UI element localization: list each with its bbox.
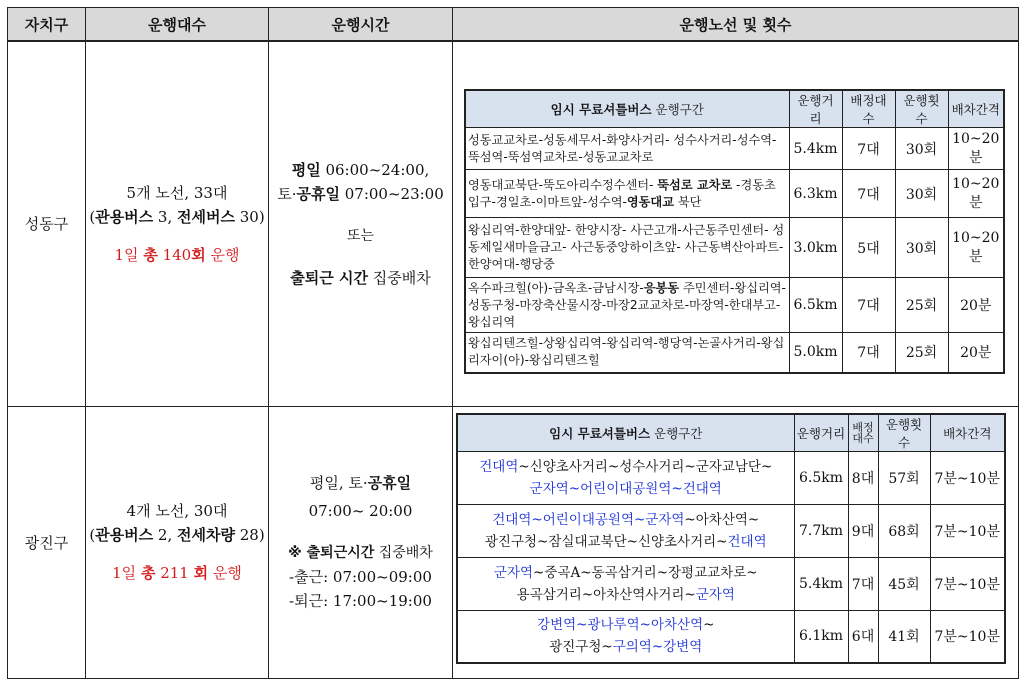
subheader-section: 임시 무료셔틀버스 운행구간: [465, 90, 789, 128]
subheader-distance: 운행거리: [794, 414, 848, 452]
route-vehicle-summary: 4개 노선, 30대: [126, 502, 228, 520]
route-subtable-seongdong: [464, 89, 1005, 374]
route-runs: 45회: [878, 557, 930, 610]
route-vehicles: 8대: [848, 451, 878, 504]
route-distance: 6.5km: [794, 451, 848, 504]
rush-hour-note: 출퇴근 시간 집중배차: [290, 268, 431, 287]
route-row: [457, 557, 1005, 610]
daily-runs: 1일 총 211 회 운행: [112, 564, 242, 582]
district-name: 광진구: [8, 406, 86, 678]
route-interval: 7분~10분: [930, 557, 1005, 610]
route-runs: 30회: [895, 218, 948, 278]
vehicle-breakdown: (관용버스 2, 전세차량 28): [89, 526, 265, 544]
route-runs: 25회: [895, 333, 948, 373]
route-distance: 6.5km: [789, 278, 842, 333]
subheader-runs: 운행횟수: [895, 90, 948, 128]
route-desc: 성동교교차로-성동세무서-화양사거리- 성수사거리-성수역- 뚝섬역-뚝섬역교차로-성동교교차로: [465, 128, 789, 170]
route-row: [465, 333, 1004, 373]
vehicle-count-cell: [86, 406, 269, 678]
weekday-hours: 평일 06:00~24:00,: [291, 160, 430, 179]
subheader-interval: 배차간격: [930, 414, 1005, 452]
table-header-row: [8, 8, 1019, 42]
route-vehicles: 5대: [842, 218, 895, 278]
route-interval: 20분: [948, 278, 1004, 333]
route-interval: 10~20분: [948, 128, 1004, 170]
route-desc: 옥수파크힐(아)-금옥초-금남시장-응봉동 주민센터-왕십리역-성동구청-마장축산물시장-마장2교교차로-마장역-한대부고-왕십리역: [465, 278, 789, 333]
header-operating-hours: 운행시간: [269, 8, 453, 42]
morning-rush: -출근: 07:00~09:00: [289, 568, 432, 586]
route-runs: 30회: [895, 128, 948, 170]
subtable-header-row: [457, 414, 1005, 452]
route-row: [457, 504, 1005, 557]
vehicle-breakdown: (관용버스 3, 전세버스 30): [89, 207, 265, 226]
route-desc: 왕십리텐즈힐-상왕십리역-왕십리역-행당역-논골사거리-왕십리자이(아)-왕십리텐즈힐: [465, 333, 789, 373]
route-runs: 68회: [878, 504, 930, 557]
route-runs: 41회: [878, 610, 930, 663]
routes-cell: [453, 406, 1019, 678]
evening-rush: -퇴근: 17:00~19:00: [289, 592, 432, 610]
route-row: [465, 218, 1004, 278]
route-interval: 10~20분: [948, 170, 1004, 218]
route-desc: 영동대교북단-뚝도아리수정수센터- 뚝섬로 교차로 -경동초입구-경일초-이마트앞-성수역-영동대교 북단: [465, 170, 789, 218]
vehicle-count-cell: [86, 41, 269, 406]
route-distance: 5.4km: [794, 557, 848, 610]
route-vehicles: 7대: [842, 128, 895, 170]
route-vehicles: 6대: [848, 610, 878, 663]
route-desc: 왕십리역-한양대앞- 한양시장- 사근고개-사근동주민센터- 성동제일새마을금고- 사근동중앙하이츠앞- 사근동벽산아파트- 한양여대-행당중: [465, 218, 789, 278]
route-desc: 강변역~광나루역~아차산역~ 광진구청~구의역~강변역: [457, 610, 794, 663]
route-row: [465, 278, 1004, 333]
route-subtable-gwangjin: [456, 413, 1006, 665]
table-row-seongdong: [8, 41, 1019, 406]
route-distance: 5.4km: [789, 128, 842, 170]
routes-cell: [453, 41, 1019, 406]
route-vehicles: 7대: [842, 333, 895, 373]
operating-hours-cell: [269, 41, 453, 406]
rush-hour-note: ※ 출퇴근시간 집중배차: [288, 545, 433, 561]
route-runs: 25회: [895, 278, 948, 333]
route-interval: 7분~10분: [930, 610, 1005, 663]
subheader-section: 임시 무료셔틀버스 운행구간: [457, 414, 794, 452]
subheader-distance: 운행거리: [789, 90, 842, 128]
route-distance: 7.7km: [794, 504, 848, 557]
route-interval: 7분~10분: [930, 451, 1005, 504]
route-interval: 7분~10분: [930, 504, 1005, 557]
subtable-header-row: [465, 90, 1004, 128]
district-name: 성동구: [8, 41, 86, 406]
subheader-interval: 배차간격: [948, 90, 1004, 128]
route-vehicles: 7대: [848, 557, 878, 610]
route-interval: 20분: [948, 333, 1004, 373]
operating-hours: 07:00~ 20:00: [308, 502, 413, 520]
or-text: 또는: [346, 227, 375, 244]
route-distance: 5.0km: [789, 333, 842, 373]
route-distance: 6.3km: [789, 170, 842, 218]
route-row: [465, 170, 1004, 218]
route-interval: 10~20분: [948, 218, 1004, 278]
route-row: [457, 451, 1005, 504]
route-vehicles: 9대: [848, 504, 878, 557]
daily-runs: 1일 총 140회 운행: [114, 245, 240, 264]
route-distance: 3.0km: [789, 218, 842, 278]
route-runs: 30회: [895, 170, 948, 218]
route-vehicle-summary: 5개 노선, 33대: [126, 183, 228, 202]
route-vehicles: 7대: [842, 170, 895, 218]
subheader-vehicles: 배정대수: [842, 90, 895, 128]
operating-hours-cell: [269, 406, 453, 678]
header-routes: 운행노선 및 횟수: [453, 8, 1019, 42]
route-distance: 6.1km: [794, 610, 848, 663]
subheader-vehicles: 배정대수: [848, 414, 878, 452]
route-row: [465, 128, 1004, 170]
route-vehicles: 7대: [842, 278, 895, 333]
route-desc: 건대역~신양초사거리~성수사거리~군자교남단~ 군자역~어린이대공원역~건대역: [457, 451, 794, 504]
operating-days: 평일, 토·공휴일: [309, 474, 412, 492]
shuttle-table: [7, 7, 1019, 679]
holiday-hours: 토·공휴일 07:00~23:00: [277, 184, 444, 203]
route-runs: 57회: [878, 451, 930, 504]
route-desc: 군자역~중곡A~동곡삼거리~장평교교차로~ 용곡삼거리~아차산역사거리~군자역: [457, 557, 794, 610]
route-row: [457, 610, 1005, 663]
route-desc: 건대역~어린이대공원역~군자역~아차산역~ 광진구청~잠실대교북단~신양초사거리~건대역: [457, 504, 794, 557]
subheader-runs: 운행횟수: [878, 414, 930, 452]
header-vehicle-count: 운행대수: [86, 8, 269, 42]
header-district: 자치구: [8, 8, 86, 42]
table-row-gwangjin: [8, 406, 1019, 678]
